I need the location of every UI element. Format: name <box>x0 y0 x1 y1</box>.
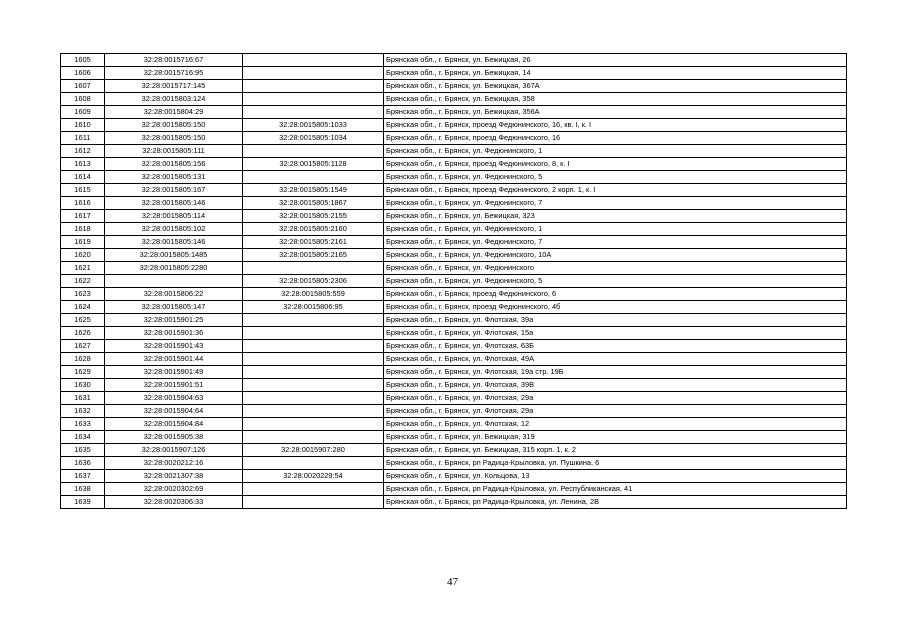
address-cell: Брянская обл., г. Брянск, ул. Федюнинского <box>384 262 847 275</box>
row-number-cell: 1614 <box>61 171 105 184</box>
row-number-cell: 1615 <box>61 184 105 197</box>
table-row <box>61 171 847 184</box>
table-row <box>61 444 847 457</box>
row-number-cell: 1610 <box>61 119 105 132</box>
address-cell: Брянская обл., г. Брянск, ул. Флотская, 39В <box>384 379 847 392</box>
row-number-cell: 1612 <box>61 145 105 158</box>
cadastral-number-cell: 32:28:0015805:146 <box>105 197 243 210</box>
cadastral-number-cell: 32:28:0015904:64 <box>105 405 243 418</box>
row-number-cell: 1609 <box>61 106 105 119</box>
row-number-cell: 1630 <box>61 379 105 392</box>
table-row <box>61 119 847 132</box>
cadastral-number-cell: 32:28:0015716:67 <box>105 54 243 67</box>
row-number-cell: 1637 <box>61 470 105 483</box>
cadastral-number-cell: 32:28:0015901:25 <box>105 314 243 327</box>
address-cell: Брянская обл., г. Брянск, ул. Бежицкая, 367А <box>384 80 847 93</box>
table-row <box>61 275 847 288</box>
address-cell: Брянская обл., г. Брянск, ул. Флотская, 29а <box>384 392 847 405</box>
related-cadastral-number-cell <box>243 457 384 470</box>
related-cadastral-number-cell: 32:28:0015805:2165 <box>243 249 384 262</box>
row-number-cell: 1619 <box>61 236 105 249</box>
address-cell: Брянская обл., г. Брянск, рп Радица-Крыловка, ул. Республиканская, 41 <box>384 483 847 496</box>
related-cadastral-number-cell <box>243 93 384 106</box>
cadastral-number-cell: 32:28:0015803:124 <box>105 93 243 106</box>
cadastral-number-cell: 32:28:0015805:111 <box>105 145 243 158</box>
row-number-cell: 1607 <box>61 80 105 93</box>
registry-table-body <box>61 54 847 509</box>
related-cadastral-number-cell <box>243 145 384 158</box>
related-cadastral-number-cell: 32:28:0015907:280 <box>243 444 384 457</box>
table-row <box>61 236 847 249</box>
related-cadastral-number-cell <box>243 392 384 405</box>
table-row <box>61 93 847 106</box>
cadastral-number-cell: 32:28:0015907:126 <box>105 444 243 457</box>
related-cadastral-number-cell: 32:28:0015805:1033 <box>243 119 384 132</box>
table-row <box>61 431 847 444</box>
related-cadastral-number-cell <box>243 171 384 184</box>
table-row <box>61 223 847 236</box>
address-cell: Брянская обл., г. Брянск, проезд Федюнинского, 2 корп. 1, к. I <box>384 184 847 197</box>
address-cell: Брянская обл., г. Брянск, ул. Бежицкая, 319 <box>384 431 847 444</box>
related-cadastral-number-cell <box>243 340 384 353</box>
cadastral-number-cell: 32:28:0020302:69 <box>105 483 243 496</box>
cadastral-number-cell: 32:28:0015805:156 <box>105 158 243 171</box>
address-cell: Брянская обл., г. Брянск, ул. Федюнинского, 5 <box>384 275 847 288</box>
related-cadastral-number-cell: 32:28:0015805:2161 <box>243 236 384 249</box>
table-row <box>61 483 847 496</box>
related-cadastral-number-cell <box>243 379 384 392</box>
related-cadastral-number-cell: 32:28:0020229:54 <box>243 470 384 483</box>
row-number-cell: 1639 <box>61 496 105 509</box>
related-cadastral-number-cell: 32:28:0015806:95 <box>243 301 384 314</box>
address-cell: Брянская обл., г. Брянск, ул. Флотская, 29а <box>384 405 847 418</box>
row-number-cell: 1638 <box>61 483 105 496</box>
address-cell: Брянская обл., г. Брянск, ул. Федюнинского, 7 <box>384 236 847 249</box>
cadastral-number-cell: 32:28:0015805:150 <box>105 132 243 145</box>
table-row <box>61 301 847 314</box>
related-cadastral-number-cell: 32:28:0015805:1128 <box>243 158 384 171</box>
table-row <box>61 145 847 158</box>
related-cadastral-number-cell <box>243 418 384 431</box>
cadastral-number-cell: 32:28:0015905:38 <box>105 431 243 444</box>
table-row <box>61 262 847 275</box>
address-cell: Брянская обл., г. Брянск, ул. Бежицкая, 26 <box>384 54 847 67</box>
cadastral-number-cell: 32:28:0015904:84 <box>105 418 243 431</box>
row-number-cell: 1624 <box>61 301 105 314</box>
related-cadastral-number-cell: 32:28:0015805:1867 <box>243 197 384 210</box>
row-number-cell: 1626 <box>61 327 105 340</box>
cadastral-number-cell: 32:28:0015805:146 <box>105 236 243 249</box>
row-number-cell: 1627 <box>61 340 105 353</box>
table-row <box>61 496 847 509</box>
address-cell: Брянская обл., г. Брянск, ул. Федюнинского, 7 <box>384 197 847 210</box>
table-row <box>61 184 847 197</box>
related-cadastral-number-cell <box>243 106 384 119</box>
row-number-cell: 1606 <box>61 67 105 80</box>
cadastral-number-cell: 32:28:0015805:114 <box>105 210 243 223</box>
row-number-cell: 1632 <box>61 405 105 418</box>
row-number-cell: 1623 <box>61 288 105 301</box>
related-cadastral-number-cell: 32:28:0015805:559 <box>243 288 384 301</box>
related-cadastral-number-cell: 32:28:0015805:1549 <box>243 184 384 197</box>
address-cell: Брянская обл., г. Брянск, рп Радица-Крыловка, ул. Ленина, 2В <box>384 496 847 509</box>
related-cadastral-number-cell <box>243 353 384 366</box>
page-number: 47 <box>447 576 458 588</box>
row-number-cell: 1620 <box>61 249 105 262</box>
address-cell: Брянская обл., г. Брянск, проезд Федюнинского, 16, кв. I, к. I <box>384 119 847 132</box>
table-row <box>61 132 847 145</box>
cadastral-number-cell: 32:28:0015805:147 <box>105 301 243 314</box>
row-number-cell: 1628 <box>61 353 105 366</box>
related-cadastral-number-cell <box>243 314 384 327</box>
address-cell: Брянская обл., г. Брянск, ул. Флотская, 63Б <box>384 340 847 353</box>
row-number-cell: 1636 <box>61 457 105 470</box>
cadastral-number-cell: 32:28:0021307:38 <box>105 470 243 483</box>
table-row <box>61 327 847 340</box>
cadastral-number-cell: 32:28:0015901:43 <box>105 340 243 353</box>
table-row <box>61 314 847 327</box>
address-cell: Брянская обл., г. Брянск, проезд Федюнинского, 4б <box>384 301 847 314</box>
row-number-cell: 1629 <box>61 366 105 379</box>
address-cell: Брянская обл., г. Брянск, ул. Федюнинского, 5 <box>384 171 847 184</box>
table-row <box>61 379 847 392</box>
table-row <box>61 54 847 67</box>
address-cell: Брянская обл., г. Брянск, ул. Федюнинского, 1 <box>384 145 847 158</box>
row-number-cell: 1613 <box>61 158 105 171</box>
cadastral-number-cell: 32:28:0015805:2280 <box>105 262 243 275</box>
table-row <box>61 80 847 93</box>
row-number-cell: 1616 <box>61 197 105 210</box>
table-row <box>61 392 847 405</box>
cadastral-number-cell: 32:28:0015717:145 <box>105 80 243 93</box>
cadastral-number-cell: 32:28:0015805:167 <box>105 184 243 197</box>
address-cell: Брянская обл., г. Брянск, ул. Бежицкая, 14 <box>384 67 847 80</box>
related-cadastral-number-cell <box>243 327 384 340</box>
table-row <box>61 457 847 470</box>
address-cell: Брянская обл., г. Брянск, ул. Бежицкая, 323 <box>384 210 847 223</box>
related-cadastral-number-cell <box>243 496 384 509</box>
address-cell: Брянская обл., г. Брянск, ул. Бежицкая, 315 корп. 1, к. 2 <box>384 444 847 457</box>
row-number-cell: 1621 <box>61 262 105 275</box>
related-cadastral-number-cell <box>243 483 384 496</box>
table-row <box>61 353 847 366</box>
row-number-cell: 1634 <box>61 431 105 444</box>
address-cell: Брянская обл., г. Брянск, проезд Федюнинского, 8, к. I <box>384 158 847 171</box>
related-cadastral-number-cell <box>243 262 384 275</box>
address-cell: Брянская обл., г. Брянск, ул. Флотская, 39а <box>384 314 847 327</box>
registry-table <box>60 53 847 509</box>
address-cell: Брянская обл., г. Брянск, рп Радица-Крыловка, ул. Пушкина, 6 <box>384 457 847 470</box>
row-number-cell: 1608 <box>61 93 105 106</box>
address-cell: Брянская обл., г. Брянск, ул. Федюнинского, 1 <box>384 223 847 236</box>
table-row <box>61 249 847 262</box>
table-row <box>61 366 847 379</box>
row-number-cell: 1625 <box>61 314 105 327</box>
related-cadastral-number-cell <box>243 54 384 67</box>
table-row <box>61 288 847 301</box>
table-row <box>61 158 847 171</box>
related-cadastral-number-cell <box>243 366 384 379</box>
row-number-cell: 1631 <box>61 392 105 405</box>
cadastral-number-cell: 32:28:0015804:29 <box>105 106 243 119</box>
cadastral-number-cell: 32:28:0015901:44 <box>105 353 243 366</box>
address-cell: Брянская обл., г. Брянск, проезд Федюнинского, 16 <box>384 132 847 145</box>
table-row <box>61 197 847 210</box>
related-cadastral-number-cell: 32:28:0015805:2160 <box>243 223 384 236</box>
cadastral-number-cell <box>105 275 243 288</box>
table-row <box>61 418 847 431</box>
row-number-cell: 1617 <box>61 210 105 223</box>
table-row <box>61 210 847 223</box>
address-cell: Брянская обл., г. Брянск, ул. Федюнинского, 10А <box>384 249 847 262</box>
cadastral-number-cell: 32:28:0015806:22 <box>105 288 243 301</box>
related-cadastral-number-cell <box>243 67 384 80</box>
row-number-cell: 1635 <box>61 444 105 457</box>
cadastral-number-cell: 32:28:0015901:36 <box>105 327 243 340</box>
row-number-cell: 1622 <box>61 275 105 288</box>
row-number-cell: 1618 <box>61 223 105 236</box>
table-row <box>61 470 847 483</box>
related-cadastral-number-cell: 32:28:0015805:2155 <box>243 210 384 223</box>
cadastral-number-cell: 32:28:0015805:102 <box>105 223 243 236</box>
cadastral-number-cell: 32:28:0015805:1485 <box>105 249 243 262</box>
related-cadastral-number-cell <box>243 431 384 444</box>
address-cell: Брянская обл., г. Брянск, ул. Бежицкая, 358 <box>384 93 847 106</box>
address-cell: Брянская обл., г. Брянск, ул. Флотская, 49А <box>384 353 847 366</box>
row-number-cell: 1611 <box>61 132 105 145</box>
related-cadastral-number-cell <box>243 80 384 93</box>
address-cell: Брянская обл., г. Брянск, ул. Бежицкая, 356А <box>384 106 847 119</box>
cadastral-number-cell: 32:28:0015716:95 <box>105 67 243 80</box>
cadastral-number-cell: 32:28:0015805:131 <box>105 171 243 184</box>
cadastral-number-cell: 32:28:0015904:63 <box>105 392 243 405</box>
address-cell: Брянская обл., г. Брянск, ул. Кольцова, 13 <box>384 470 847 483</box>
cadastral-number-cell: 32:28:0015901:49 <box>105 366 243 379</box>
table-row <box>61 405 847 418</box>
address-cell: Брянская обл., г. Брянск, ул. Флотская, 12 <box>384 418 847 431</box>
related-cadastral-number-cell <box>243 405 384 418</box>
table-row <box>61 106 847 119</box>
table-row <box>61 340 847 353</box>
cadastral-number-cell: 32:28:0020212:16 <box>105 457 243 470</box>
address-cell: Брянская обл., г. Брянск, проезд Федюнинского, 6 <box>384 288 847 301</box>
row-number-cell: 1633 <box>61 418 105 431</box>
related-cadastral-number-cell: 32:28:0015805:1034 <box>243 132 384 145</box>
row-number-cell: 1605 <box>61 54 105 67</box>
table-row <box>61 67 847 80</box>
related-cadastral-number-cell: 32:28:0015805:2306 <box>243 275 384 288</box>
address-cell: Брянская обл., г. Брянск, ул. Флотская, 19а стр. 19Б <box>384 366 847 379</box>
address-cell: Брянская обл., г. Брянск, ул. Флотская, 15а <box>384 327 847 340</box>
cadastral-number-cell: 32:28:0015805:150 <box>105 119 243 132</box>
cadastral-number-cell: 32:28:0020306:33 <box>105 496 243 509</box>
cadastral-number-cell: 32:28:0015901:51 <box>105 379 243 392</box>
